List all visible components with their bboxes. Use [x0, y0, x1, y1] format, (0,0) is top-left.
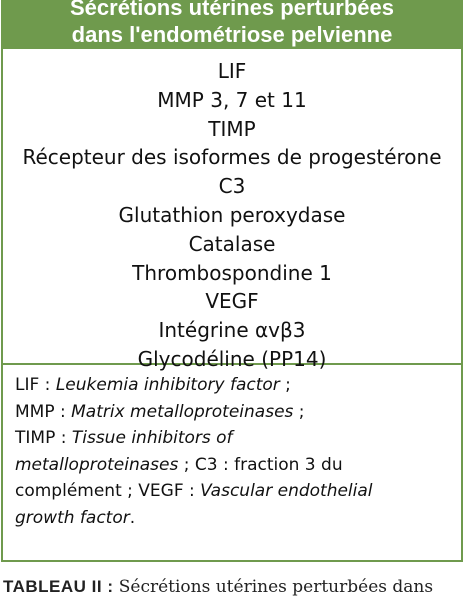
- legend-lif-definition: Leukemia inhibitory factor: [55, 375, 280, 395]
- table-title-line-1: Sécrétions utérines perturbées: [69, 0, 394, 20]
- legend-mmp-definition: Matrix metalloproteinases: [71, 401, 294, 422]
- legend-timp-definition-cont: metalloproteinases: [15, 454, 179, 475]
- secretions-table: [1, 0, 463, 562]
- list-item: Glutathion peroxydase: [118, 202, 346, 227]
- list-item: Glycodéline (PP14): [137, 346, 327, 371]
- legend-vegf-definition-cont: growth factor: [15, 507, 130, 528]
- list-item: LIF: [217, 59, 247, 83]
- list-item: Catalase: [188, 231, 276, 256]
- list-item: Intégrine αvβ3: [158, 318, 306, 343]
- legend-separator: ;: [293, 401, 305, 422]
- legend-end: .: [129, 507, 136, 528]
- legend-timp-definition: Tissue inhibitors of: [71, 428, 233, 448]
- table-title-line-2: dans l'endométriose pelvienne: [71, 22, 393, 47]
- table-header: [3, 0, 461, 49]
- list-item: MMP 3, 7 et 11: [157, 87, 307, 112]
- legend-c3-text-cont: complément ; VEGF :: [15, 481, 201, 501]
- legend-lif-term: LIF :: [15, 375, 56, 395]
- list-item: C3: [218, 174, 246, 199]
- caption-text: Sécrétions utérines perturbées dans: [118, 577, 434, 597]
- legend-timp-term: TIMP :: [15, 428, 72, 448]
- list-item: TIMP: [208, 116, 256, 141]
- caption-label: TABLEAU II :: [3, 577, 119, 596]
- abbreviation-legend: [3, 365, 461, 531]
- list-item: VEGF: [205, 289, 259, 314]
- list-item: Récepteur des isoformes de progestérone: [22, 145, 442, 170]
- legend-vegf-definition: Vascular endothelial: [200, 481, 373, 501]
- list-item: Thrombospondine 1: [132, 260, 332, 285]
- secretions-list: [3, 49, 461, 371]
- legend-mmp-term: MMP :: [15, 401, 72, 422]
- legend-c3-text: ; C3 : fraction 3 du: [178, 454, 343, 475]
- table-caption: [3, 575, 466, 599]
- legend-separator: ;: [279, 375, 291, 395]
